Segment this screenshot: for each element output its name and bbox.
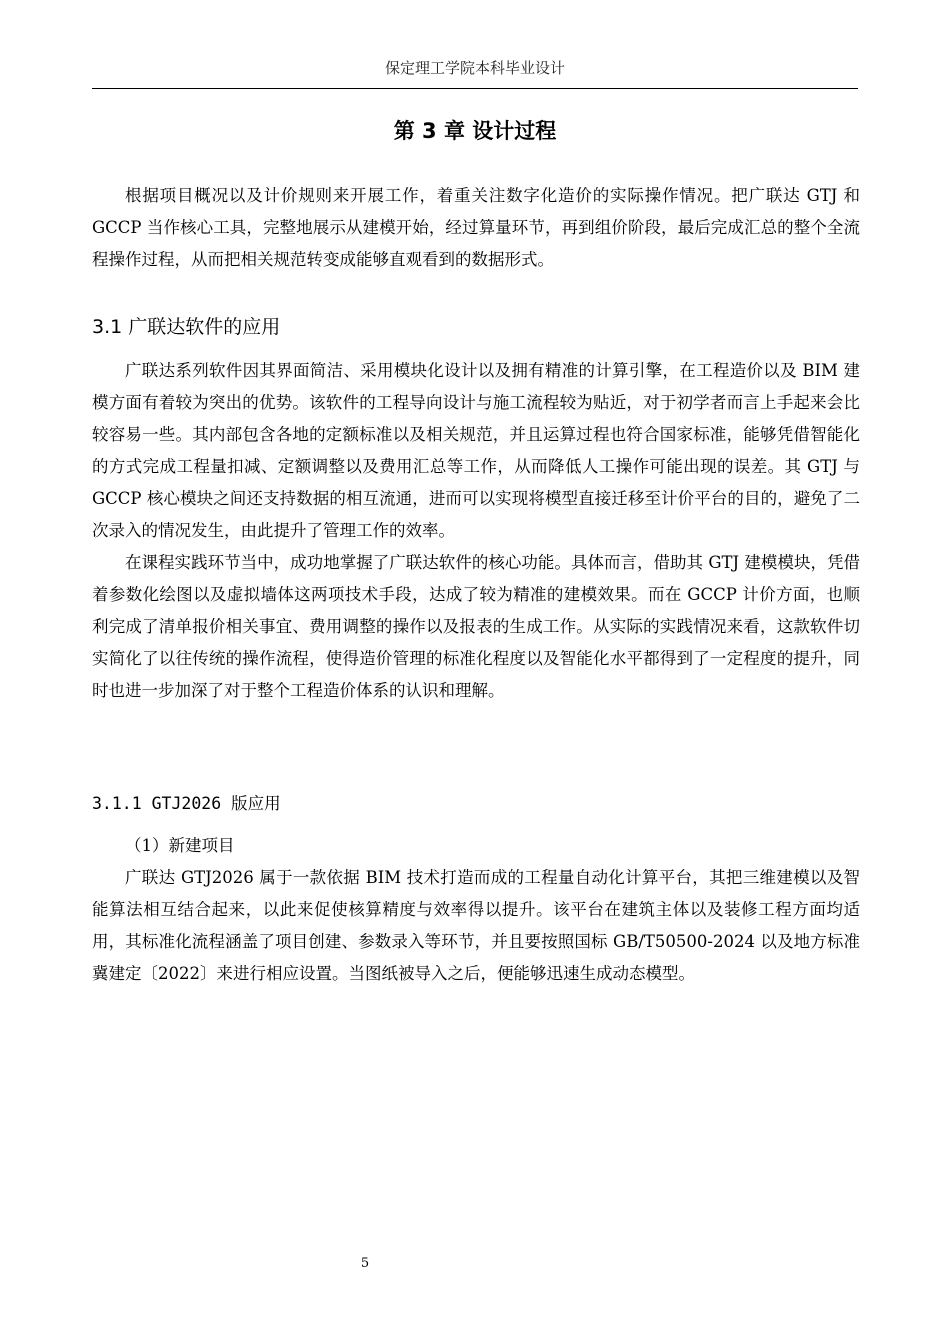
subsection-3-1-1-body (92, 830, 860, 990)
subsection-heading-3-1-1: 3.1.1 GTJ2026 版应用 (92, 794, 281, 813)
section-3-1-paragraph-2: 在课程实践环节当中，成功地掌握了广联达软件的核心功能。具体而言，借助其 GTJ 建模模块，凭借着参数化绘图以及虚拟墙体这两项技术手段，达成了较为精准的建模效果。而在 GCCP 计价方面，也顺利完成了清单报价相关事宜、费用调整的操作以及报表的生成工作。从实际的实践情况来看，这款软件切实简化了以往传统的操作流程，使得造价管理的标准化程度以及智能化水平都得到了一定程度的提升，同时也进一步加深了对于整个工程造价体系的认识和理解。 (92, 553, 860, 700)
chapter-title: 第 3 章 设计过程 (393, 119, 557, 143)
chapter-intro-paragraph: 根据项目概况以及计价规则来开展工作，着重关注数字化造价的实际操作情况。把广联达 GTJ 和 GCCP 当作核心工具，完整地展示从建模开始，经过算量环节，再到组价阶段，最后完成汇总的整个全流程操作过程，从而把相关规范转变成能够直观看到的数据形式。 (92, 186, 860, 269)
section-3-1-paragraph-1: 广联达系列软件因其界面简洁、采用模块化设计以及拥有精准的计算引擎，在工程造价以及 BIM 建模方面有着较为突出的优势。该软件的工程导向设计与施工流程较为贴近，对于初学者而言上手起来会比较容易一些。其内部包含各地的定额标准以及相关规范，并且运算过程也符合国家标准，能够凭借智能化的方式完成工程量扣减、定额调整以及费用汇总等工作，从而降低人工操作可能出现的误差。其 GTJ 与 GCCP 核心模块之间还支持数据的相互流通，进而可以实现将模型直接迁移至计价平台的目的，避免了二次录入的情况发生，由此提升了管理工作的效率。 (92, 361, 860, 540)
running-header: 保定理工学院本科毕业设计 (384, 59, 565, 77)
section-3-1-body (92, 355, 860, 707)
page-number: 5 (360, 1256, 370, 1271)
chapter-intro-block (92, 180, 860, 276)
header-divider (92, 88, 858, 89)
list-item-label: （1）新建项目 (125, 836, 235, 855)
subsection-3-1-1-paragraph-1: 广联达 GTJ2026 属于一款依据 BIM 技术打造而成的工程量自动化计算平台，其把三维建模以及智能算法相互结合起来，以此来促使核算精度与效率得以提升。该平台在建筑主体以及装修工程方面均适用，其标准化流程涵盖了项目创建、参数录入等环节，并且要按照国标 GB/T50500-2024 以及地方标准冀建定〔2022〕来进行相应设置。当图纸被导入之后，便能够迅速生成动态模型。 (92, 868, 860, 983)
section-heading-3-1: 3.1 广联达软件的应用 (92, 316, 281, 338)
